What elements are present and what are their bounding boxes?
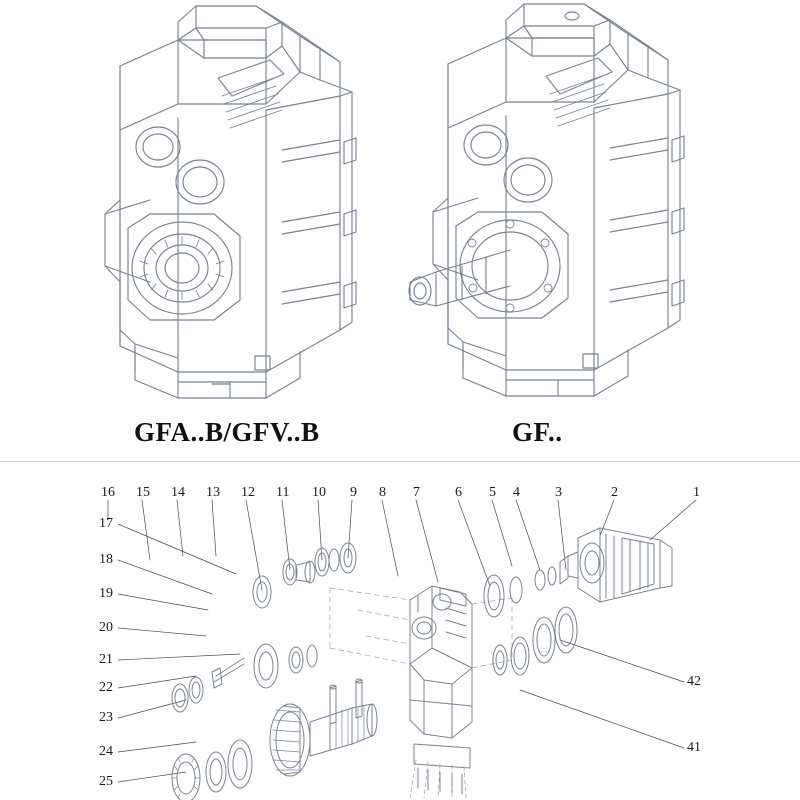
callout-21: 21 (99, 652, 113, 667)
callout-12: 12 (241, 485, 255, 500)
callout-24: 24 (99, 744, 113, 759)
callout-23: 23 (99, 710, 113, 725)
callout-9: 9 (350, 485, 357, 500)
callout-5: 5 (489, 485, 496, 500)
callout-22: 22 (99, 680, 113, 695)
callout-15: 15 (136, 485, 150, 500)
callout-17: 17 (99, 516, 113, 531)
caption-left-gearbox: GFA..B/GFV..B (134, 417, 320, 447)
callout-25: 25 (99, 774, 113, 789)
left-gearbox-body (105, 6, 356, 398)
callout-1: 1 (693, 485, 700, 500)
callout-41: 41 (687, 740, 701, 755)
callout-42: 42 (687, 674, 701, 689)
caption-right-gearbox: GF.. (512, 417, 563, 447)
callout-4: 4 (513, 485, 520, 500)
callout-11: 11 (276, 485, 290, 500)
callout-6: 6 (455, 485, 462, 500)
callout-8: 8 (379, 485, 386, 500)
callout-18: 18 (99, 552, 113, 567)
callout-19: 19 (99, 586, 113, 601)
callout-13: 13 (206, 485, 220, 500)
right-gearbox-body (409, 4, 684, 396)
callout-16: 16 (101, 485, 115, 500)
callout-20: 20 (99, 620, 113, 635)
callout-14: 14 (171, 485, 185, 500)
section-divider (0, 461, 800, 462)
callout-3: 3 (555, 485, 562, 500)
callout-10: 10 (312, 485, 326, 500)
callout-2: 2 (611, 485, 618, 500)
callout-7: 7 (413, 485, 420, 500)
